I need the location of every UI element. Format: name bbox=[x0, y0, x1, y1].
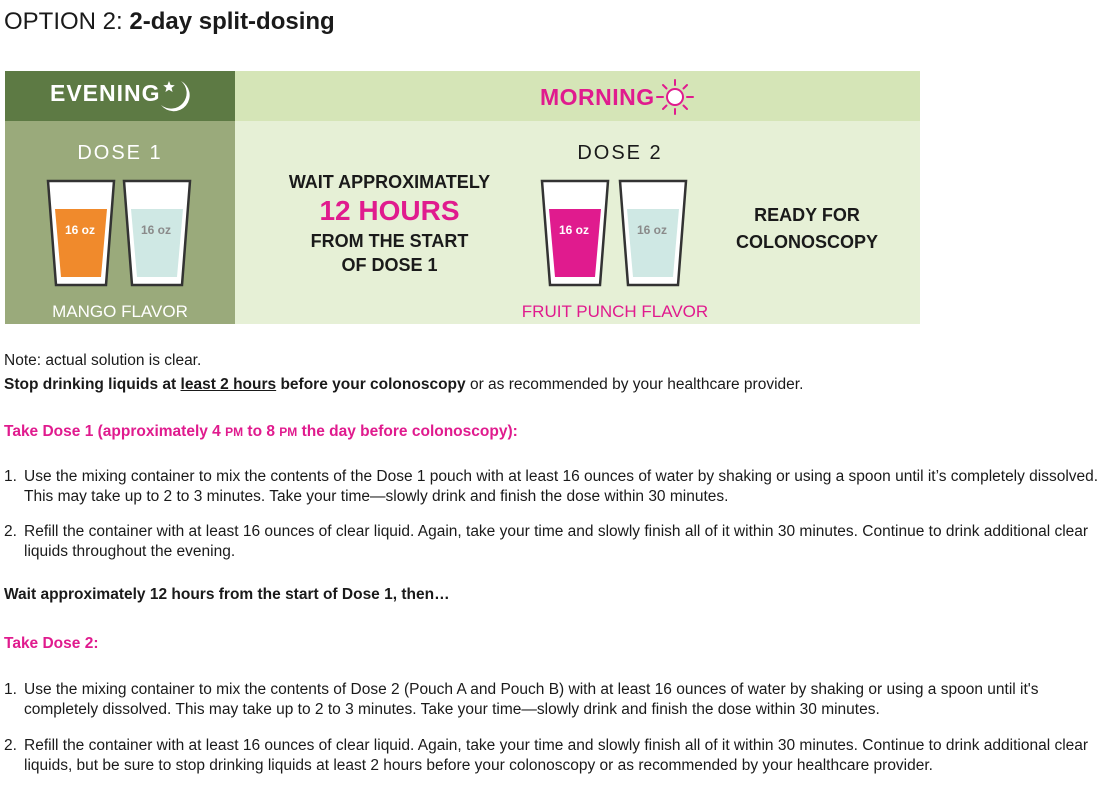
dose1-heading bbox=[4, 422, 518, 442]
list-number: 1. bbox=[4, 681, 17, 698]
dose1-flavor: MANGO FLAVOR bbox=[52, 302, 188, 321]
stop-underline: least 2 hours bbox=[180, 376, 277, 393]
title-prefix: OPTION 2: bbox=[4, 8, 123, 35]
evening-label: EVENING bbox=[50, 80, 161, 106]
stop-bold-a: Stop drinking liquids at bbox=[4, 376, 181, 393]
glass-oz-label: 16 oz bbox=[558, 223, 589, 237]
dosing-diagram bbox=[5, 71, 920, 324]
list-text: Use the mixing container to mix the contents of the Dose 1 pouch with at least 16 ounces of water by shaking or using a spoon until it’s completely dissolved. This may take up to 2 to 3 minutes. Take your time—slowly drink and finish the dose within 30 minutes. bbox=[24, 468, 1099, 505]
dose1-label: DOSE 1 bbox=[77, 142, 163, 164]
list-text: Refill the container with at least 16 ounces of clear liquid. Again, take your time and slowly finish all of it within 30 minutes. Continue to drink additional clear liquids, but be sure to stop drinking liquids at least 2 hours before your colonoscopy or as recommended by your healthcare provider. bbox=[24, 737, 1089, 774]
note-text: Note: actual solution is clear. bbox=[4, 352, 202, 369]
list-text: Refill the container with at least 16 ounces of clear liquid. Again, take your time and slowly finish all of it within 30 minutes. Continue to drink additional clear liquids throughout the evening. bbox=[24, 523, 1089, 560]
list-number: 1. bbox=[4, 468, 17, 485]
ready-callout bbox=[717, 202, 897, 256]
wait-line-4: OF DOSE 1 bbox=[341, 255, 438, 275]
stop-rest: or as recommended by your healthcare provider. bbox=[465, 376, 804, 393]
sun-icon bbox=[654, 78, 696, 116]
page-title bbox=[4, 6, 335, 38]
stop-drinking-text bbox=[4, 375, 803, 395]
title-main: 2-day split-dosing bbox=[129, 8, 335, 35]
list-item bbox=[4, 467, 1114, 507]
wait-callout bbox=[267, 171, 512, 277]
dose1-heading-c: the day before colonoscopy): bbox=[297, 423, 518, 440]
dose1-heading-pm: PM bbox=[279, 425, 298, 439]
ready-line-1: READY FOR bbox=[754, 205, 860, 225]
morning-label: MORNING bbox=[540, 84, 655, 110]
dose2-heading: Take Dose 2: bbox=[4, 635, 99, 652]
glass-oz-label: 16 oz bbox=[636, 223, 667, 237]
moon-star-icon bbox=[151, 75, 197, 117]
list-number: 2. bbox=[4, 523, 17, 540]
dose1-heading-a: Take Dose 1 (approximately 4 bbox=[4, 423, 226, 440]
glass-oz-label: 16 oz bbox=[64, 223, 95, 237]
dose1-heading-b: to 8 bbox=[243, 423, 280, 440]
list-number: 2. bbox=[4, 737, 17, 754]
wait-hours: 12 HOURS bbox=[319, 195, 460, 226]
ready-line-2: COLONOSCOPY bbox=[735, 232, 878, 252]
list-item bbox=[4, 736, 1114, 776]
wait-line-3: FROM THE START bbox=[310, 231, 469, 251]
wait-text: Wait approximately 12 hours from the start of Dose 1, then… bbox=[4, 586, 450, 603]
dose2-flavor: FRUIT PUNCH FLAVOR bbox=[521, 302, 709, 321]
glass-oz-label: 16 oz bbox=[140, 223, 171, 237]
wait-line-1: WAIT APPROXIMATELY bbox=[288, 172, 491, 192]
dose1-heading-pm: PM bbox=[225, 425, 244, 439]
list-item bbox=[4, 522, 1114, 562]
dose2-label: DOSE 2 bbox=[577, 142, 663, 164]
list-item bbox=[4, 680, 1114, 720]
list-text: Use the mixing container to mix the contents of Dose 2 (Pouch A and Pouch B) with at least 16 ounces of water by shaking or using a spoon until it's completely dissolved. This may take up to 2 to 3 minutes. Take your time—slowly drink and finish the dose within 30 minutes. bbox=[24, 681, 1039, 718]
stop-bold-b: before your colonoscopy bbox=[276, 376, 466, 393]
